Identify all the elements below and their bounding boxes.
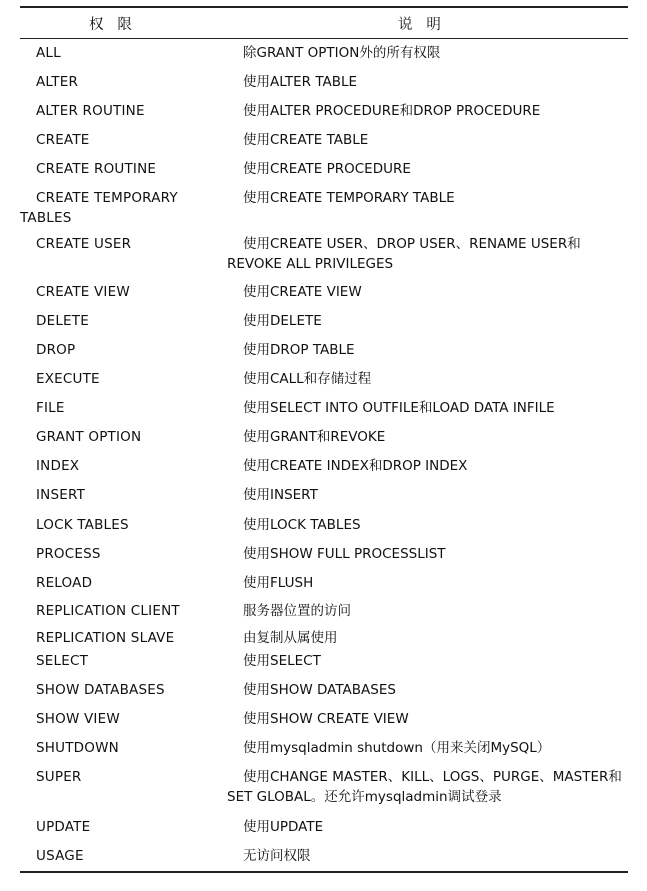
description-cell: 使用UPDATE <box>243 819 324 835</box>
description-cell: 使用SHOW FULL PROCESSLIST <box>243 546 446 562</box>
description-cell: 使用CREATE USER、DROP USER、RENAME USER和REVOKE ALL PRIVILEGES <box>227 236 581 272</box>
description-cell: 使用FLUSH <box>243 575 314 591</box>
description-cell: 除GRANT OPTION外的所有权限 <box>243 45 441 61</box>
privilege-cell: DROP <box>36 342 76 358</box>
description-cell: 使用SHOW CREATE VIEW <box>243 711 409 727</box>
privilege-cell: CREATE VIEW <box>36 284 130 300</box>
description-cell: 由复制从属使用 <box>243 630 338 646</box>
privilege-cell: CREATE ROUTINE <box>36 161 157 177</box>
description-cell: 使用ALTER TABLE <box>243 74 358 90</box>
description-cell: 使用DELETE <box>243 313 322 329</box>
description-cell: 服务器位置的访问 <box>243 603 351 619</box>
table-bottom-rule <box>20 871 628 873</box>
privilege-cell: DELETE <box>36 313 89 329</box>
privilege-cell: ALL <box>36 45 61 61</box>
description-cell: 使用DROP TABLE <box>243 342 355 358</box>
privilege-cell: PROCESS <box>36 546 101 562</box>
privilege-cell: SHOW DATABASES <box>36 682 165 698</box>
description-cell: 使用CREATE TEMPORARY TABLE <box>243 190 455 206</box>
header-description: 说 明 <box>398 17 441 33</box>
privilege-cell: RELOAD <box>36 575 93 591</box>
header-privilege: 权 限 <box>89 17 132 33</box>
privilege-cell: REPLICATION CLIENT <box>36 603 180 619</box>
description-cell: 使用CREATE INDEX和DROP INDEX <box>243 458 468 474</box>
privilege-cell: GRANT OPTION <box>36 429 142 445</box>
privilege-cell: ALTER ROUTINE <box>36 103 145 119</box>
description-cell: 使用CREATE PROCEDURE <box>243 161 411 177</box>
privilege-cell: CREATE TEMPORARY TABLES <box>20 190 178 226</box>
privilege-cell: INDEX <box>36 458 80 474</box>
description-cell: 使用GRANT和REVOKE <box>243 429 386 445</box>
privilege-cell: INSERT <box>36 487 86 503</box>
privilege-cell: CREATE USER <box>36 236 132 252</box>
description-cell: 使用SHOW DATABASES <box>243 682 396 698</box>
privilege-cell: UPDATE <box>36 819 91 835</box>
description-cell: 使用CREATE TABLE <box>243 132 369 148</box>
privilege-cell: SELECT <box>36 653 89 669</box>
description-cell: 无访问权限 <box>243 848 311 864</box>
description-cell: 使用SELECT <box>243 653 321 669</box>
description-cell: 使用SELECT INTO OUTFILE和LOAD DATA INFILE <box>243 400 555 416</box>
description-cell: 使用mysqladmin shutdown（用来关闭MySQL） <box>243 740 551 756</box>
privilege-cell: EXECUTE <box>36 371 100 387</box>
description-cell: 使用CHANGE MASTER、KILL、LOGS、PURGE、MASTER和SET GLOBAL。还允许mysqladmin调试登录 <box>227 769 622 805</box>
table-header-rule <box>20 38 628 39</box>
privilege-cell: SUPER <box>36 769 82 785</box>
privilege-cell: REPLICATION SLAVE <box>36 630 175 646</box>
description-cell: 使用INSERT <box>243 487 318 503</box>
privilege-cell: LOCK TABLES <box>36 517 129 533</box>
privilege-cell: ALTER <box>36 74 79 90</box>
description-cell: 使用ALTER PROCEDURE和DROP PROCEDURE <box>243 103 541 119</box>
privilege-cell: CREATE <box>36 132 90 148</box>
description-cell: 使用CREATE VIEW <box>243 284 362 300</box>
privilege-cell: USAGE <box>36 848 84 864</box>
description-cell: 使用LOCK TABLES <box>243 517 361 533</box>
privilege-cell: FILE <box>36 400 65 416</box>
privilege-cell: SHOW VIEW <box>36 711 120 727</box>
privilege-cell: SHUTDOWN <box>36 740 119 756</box>
table-top-rule <box>20 6 628 8</box>
description-cell: 使用CALL和存储过程 <box>243 371 372 387</box>
